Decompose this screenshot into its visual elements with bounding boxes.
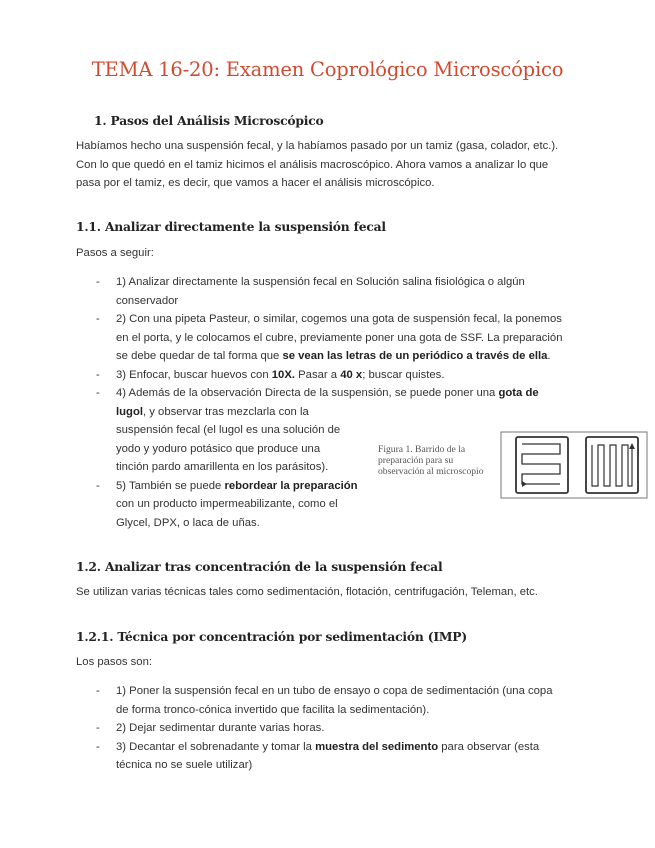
slide-scanning-figure — [500, 431, 648, 499]
section-1-2-text: Se utilizan varias técnicas tales como sedimentación, flotación, centrifugación, Teleman, etc. — [76, 586, 538, 598]
list-item: - 1) Analizar directamente la suspensión fecal en Solución salina fisiológica o algún conservador — [96, 273, 576, 310]
intro-line: Con lo que quedó en el tamiz hicimos el análisis macroscópico. Ahora vamos a analizar lo que — [76, 158, 549, 171]
section-1-2-1-heading: 1.2.1. Técnica por concentración por sedimentación (IMP) — [76, 629, 467, 644]
section-1-2-1-lead: Los pasos son: — [76, 656, 152, 668]
list-item: - 3) Enfocar, buscar huevos con 10X. Pasar a 40 x; buscar quistes. — [96, 366, 576, 385]
section-1-1-heading: 1.1. Analizar directamente la suspensión fecal — [76, 219, 386, 234]
page-title: TEMA 16-20: Examen Coprológico Microscópico — [91, 58, 564, 81]
intro-line: Habíamos hecho una suspensión fecal, y la habíamos pasado por un tamiz (gasa, colador, etc.). — [76, 140, 559, 152]
section-1-1-lead: Pasos a seguir: — [76, 247, 154, 259]
list-item: - 1) Poner la suspensión fecal en un tubo de ensayo o copa de sedimentación (una copa de forma tronco-cónica invertido que facilita la sedimentación). — [96, 682, 576, 719]
list-item: - 3) Decantar el sobrenadante y tomar la muestra del sedimento para observar (esta técnica no se suele utilizar) — [96, 738, 576, 775]
section-1-heading: 1. Pasos del Análisis Microscópico — [94, 113, 324, 128]
list-item: - 2) Dejar sedimentar durante varias horas. — [96, 719, 576, 738]
section-1-2-1-steps — [96, 682, 576, 775]
list-item: - 5) También se puede rebordear la preparación con un producto impermeabilizante, como el Glycel, DPX, o laca de uñas. — [96, 477, 576, 533]
figure-caption: Figura 1. Barrido de la preparación para su observación al microscopio — [378, 444, 484, 477]
list-item: - 4) Además de la observación Directa de la suspensión, se puede poner una gota de lugol, y observar tras mezclarla con la suspensión fecal (el lugol es una solución de yodo y yoduro potásico que produce una tinción pardo amarillenta en los parásitos). — [96, 384, 576, 477]
figure-frame — [501, 432, 647, 498]
section-1-intro — [76, 137, 596, 193]
intro-line: pasa por el tamiz, es decir, que vamos a hacer el análisis microscópico. — [76, 177, 435, 189]
section-1-2-heading: 1.2. Analizar tras concentración de la suspensión fecal — [76, 559, 443, 574]
list-item: - 2) Con una pipeta Pasteur, o similar, cogemos una gota de suspensión fecal, la ponemos en el porta, y le colocamos el cubre, previamente poner una gota de SSF. La preparación se debe quedar de tal forma que se vean las letras de un periódico a través de ella. — [96, 310, 576, 366]
